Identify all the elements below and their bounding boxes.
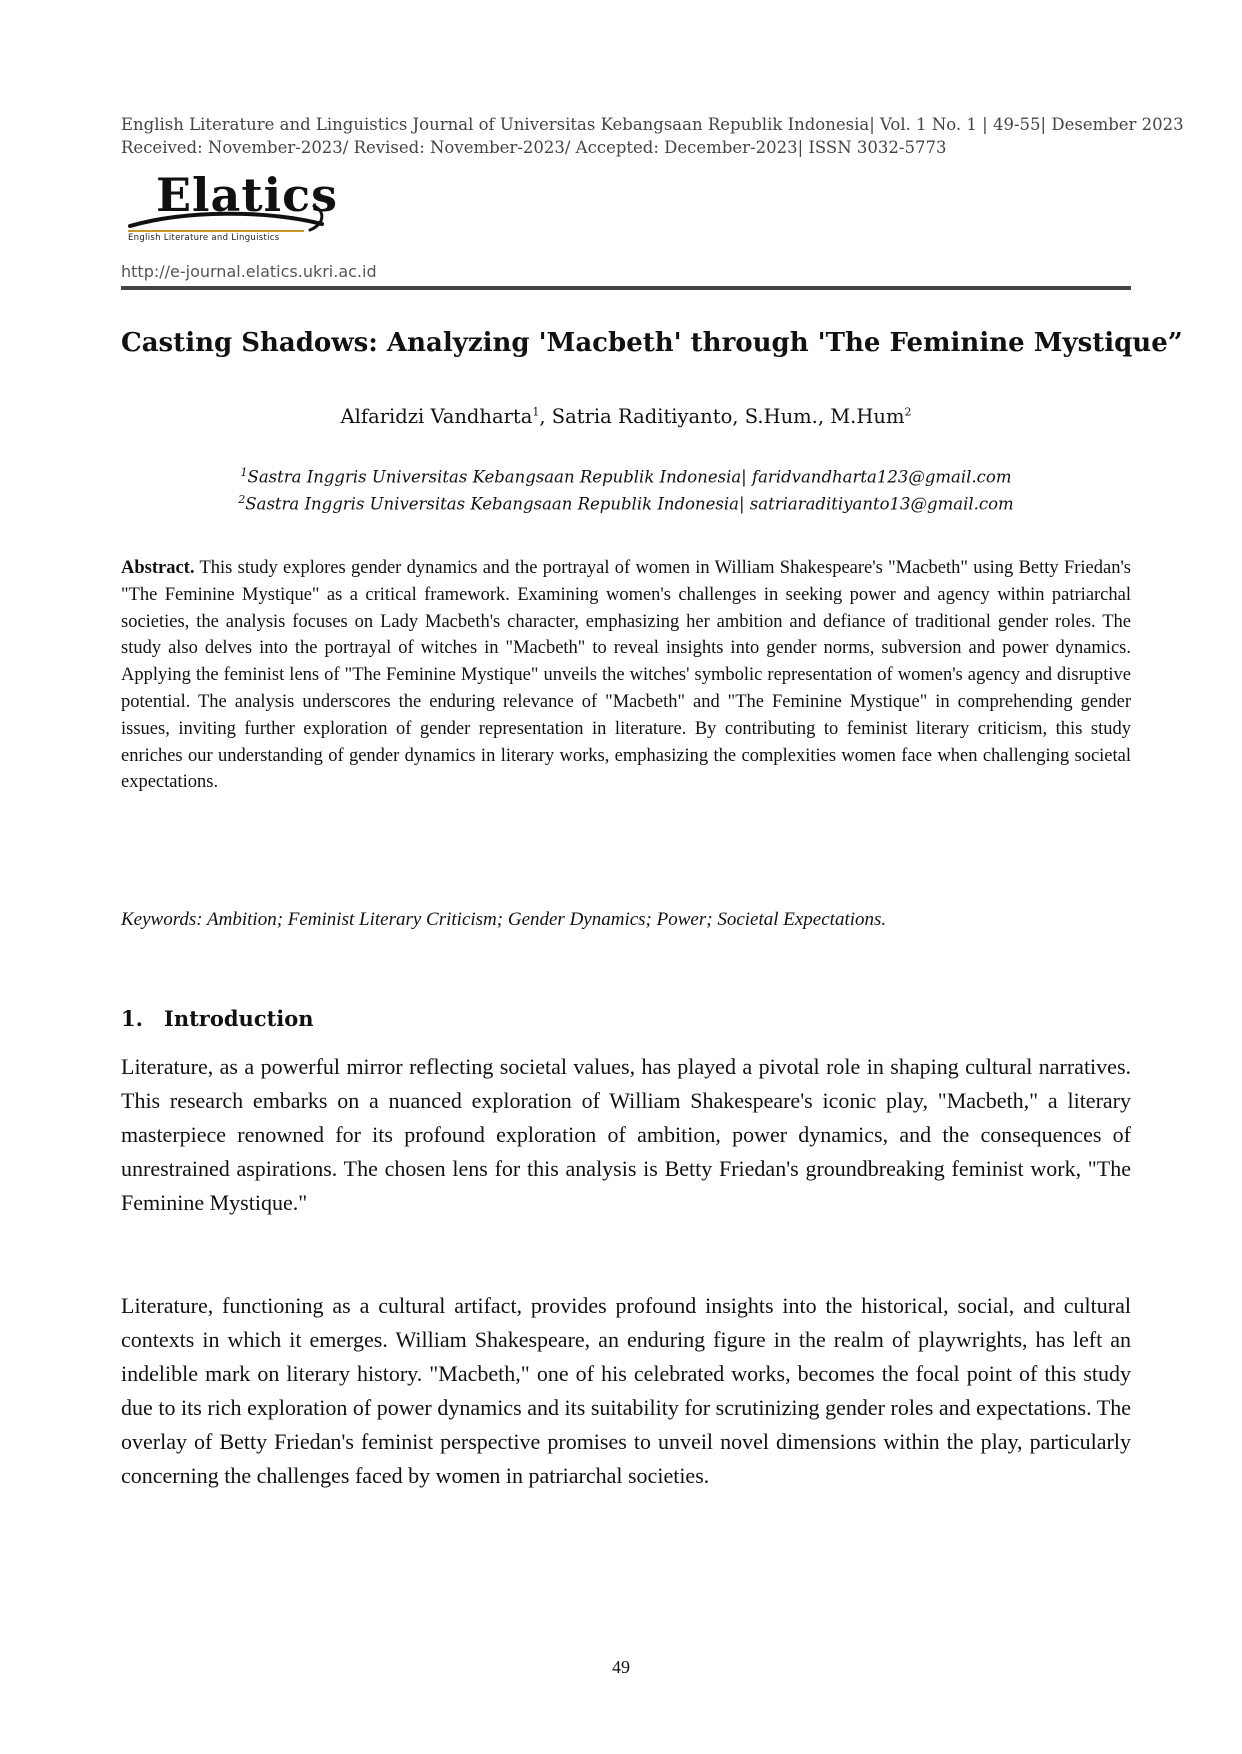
author-separator: , [539, 405, 552, 428]
author-superscript: 1 [532, 405, 540, 419]
journal-info-line: English Literature and Linguistics Journal of Universitas Kebangsaan Republik Indonesia| Vol. 1 No. 1 | 49-55| Desember 2023 [121, 115, 1184, 134]
author-list [121, 405, 1131, 428]
submission-dates-line: Received: November-2023/ Revised: November-2023/ Accepted: December-2023| ISSN 3032-5773 [121, 138, 947, 157]
section-number: 1. [121, 1006, 143, 1031]
abstract-label: Abstract. [121, 558, 195, 578]
section-heading [121, 1006, 314, 1031]
logo-wordmark: Elatics [156, 168, 338, 222]
author-name: Alfaridzi Vandharta [340, 405, 533, 428]
affiliation-superscript: 1 [240, 466, 248, 479]
author-superscript: 2 [904, 405, 912, 419]
header-divider [121, 286, 1131, 290]
body-paragraph: Literature, as a powerful mirror reflecting societal values, has played a pivotal role in shaping cultural narratives. This research embarks on a nuanced exploration of William Shakespeare's iconic play, "Macbeth," a literary masterpiece renowned for its profound exploration of ambition, power dynamics, and the consequences of unrestrained aspirations. The chosen lens for this analysis is Betty Friedan's groundbreaking feminist work, "The Feminine Mystique." [121, 1054, 1131, 1215]
section-title: Introduction [164, 1006, 314, 1031]
paper-title: Casting Shadows: Analyzing 'Macbeth' through 'The Feminine Mystique” [121, 328, 1183, 358]
affiliation [121, 466, 1131, 487]
journal-logo [126, 166, 346, 250]
abstract [121, 555, 1131, 796]
affiliation-superscript: 2 [238, 493, 246, 506]
page-number: 49 [612, 1657, 630, 1677]
affiliation [121, 493, 1131, 514]
affiliation-text: Sastra Inggris Universitas Kebangsaan Republik Indonesia| satriaraditiyanto13@gmail.com [245, 494, 1014, 514]
logo-subtitle: English Literature and Linguistics [128, 233, 280, 243]
abstract-text: This study explores gender dynamics and the portrayal of women in William Shakespeare's "Macbeth" using Betty Friedan's "The Feminine Mystique" as a critical framework. Examining women's challenges in seeking power and agency within patriarchal societies, the analysis focuses on Lady Macbeth's character, emphasizing her ambition and defiance of traditional gender roles. The study also delves into the portrayal of witches in "Macbeth" to reveal insights into gender norms, subversion and power dynamics. Applying the feminist lens of "The Feminine Mystique" unveils the witches' symbolic representation of women's agency and disruptive potential. The analysis underscores the enduring relevance of "Macbeth" and "The Feminine Mystique" in comprehending gender issues, inviting further exploration of gender representation in literature. By contributing to feminist literary criticism, this study enriches our understanding of gender dynamics in literary works, emphasizing the complexities women face when challenging societal expectations. [121, 558, 1131, 793]
affiliation-text: Sastra Inggris Universitas Kebangsaan Republik Indonesia| faridvandharta123@gmail.com [247, 467, 1012, 487]
body-paragraph: Literature, functioning as a cultural artifact, provides profound insights into the historical, social, and cultural contexts in which it emerges. William Shakespeare, an enduring figure in the realm of playwrights, has left an indelible mark on literary history. "Macbeth," one of his celebrated works, becomes the focal point of this study due to its rich exploration of power dynamics and its suitability for scrutinizing gender roles and expectations. The overlay of Betty Friedan's feminist perspective promises to unveil novel dimensions within the play, particularly concerning the challenges faced by women in patriarchal societies. [121, 1293, 1131, 1488]
keywords: Keywords: Ambition; Feminist Literary Criticism; Gender Dynamics; Power; Societal Expectations. [121, 909, 887, 930]
journal-url[interactable]: http://e-journal.elatics.ukri.ac.id [121, 262, 377, 281]
author-name: Satria Raditiyanto, S.Hum., M.Hum [551, 405, 905, 428]
